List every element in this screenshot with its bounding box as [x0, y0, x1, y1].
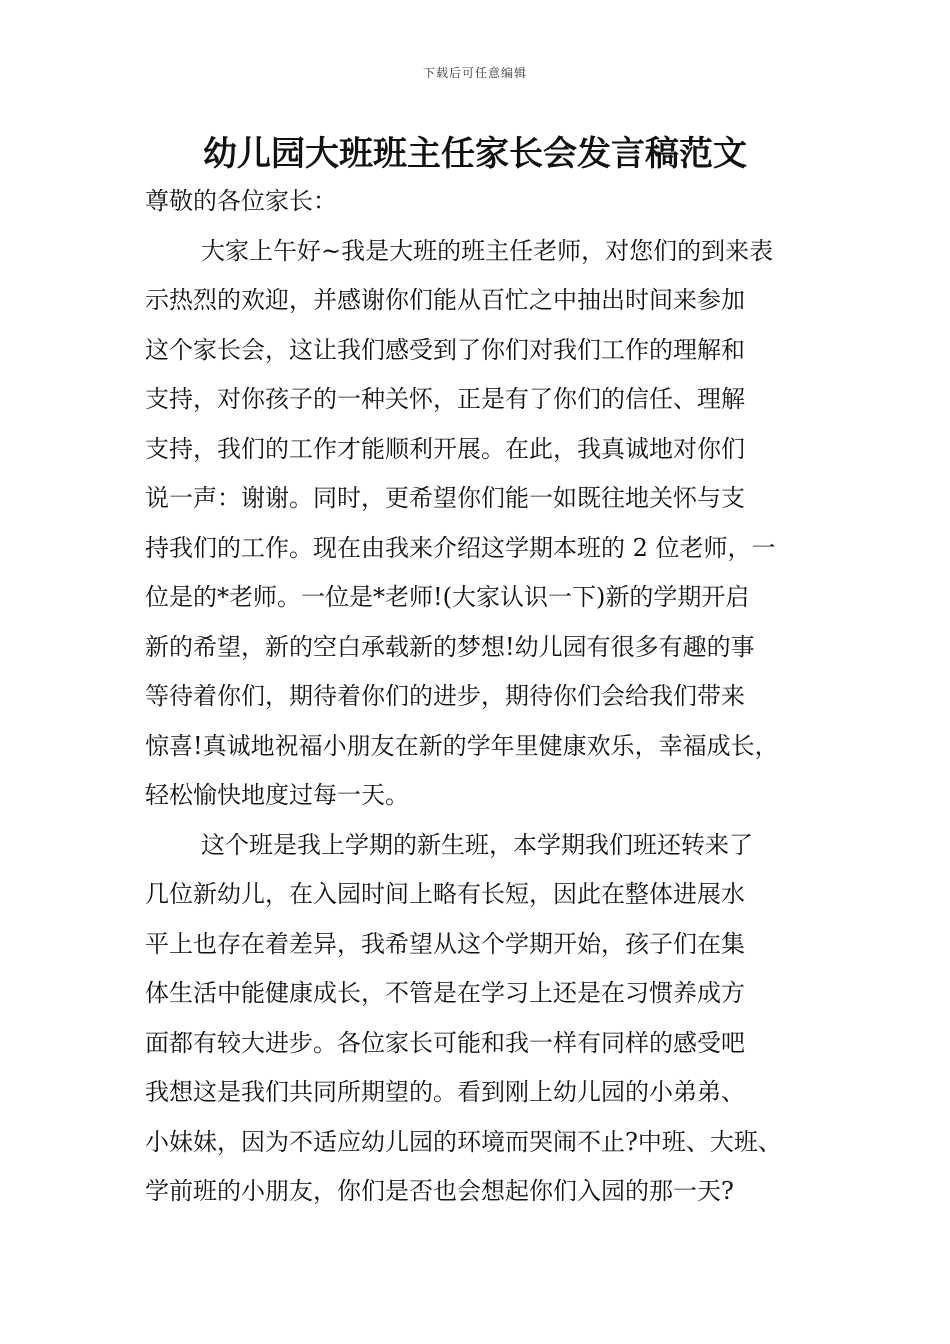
paragraph-line: 轻松愉快地度过每一天。 [145, 781, 409, 809]
paragraph-line: 小妹妹，因为不适应幼儿园的环境而哭闹不止?中班、大班、 [145, 1127, 782, 1156]
paragraph-line: 这个家长会，这让我们感受到了你们对我们工作的理解和 [145, 335, 745, 364]
paragraph-line: 说一声：谢谢。同时，更希望你们能一如既往地关怀与支 [145, 484, 745, 512]
paragraph-line: 新的希望，新的空白承载新的梦想!幼儿园有很多有趣的事 [145, 632, 755, 661]
paragraph-line: 持我们的工作。现在由我来介绍这学期本班的 2 位老师，一 [145, 533, 776, 562]
greeting: 尊敬的各位家长： [145, 187, 337, 215]
paragraph-line: 几位新幼儿，在入园时间上略有长短，因此在整体进展水 [145, 880, 745, 908]
paragraph-line: 体生活中能健康成长，不管是在学习上还是在习惯养成方 [145, 979, 745, 1007]
paragraph-line: 示热烈的欢迎，并感谢你们能从百忙之中抽出时间来参加 [145, 286, 745, 314]
paragraph-line: 面都有较大进步。各位家长可能和我一样有同样的感受吧 [145, 1028, 745, 1057]
header-note: 下载后可任意编辑 [422, 66, 527, 80]
paragraph-line: 等待着你们，期待着你们的进步，期待你们会给我们带来 [145, 682, 745, 710]
paragraph-line: 这个班是我上学期的新生班，本学期我们班还转来了 [201, 830, 753, 859]
document-title: 幼儿园大班班主任家长会发言稿范文 [203, 134, 747, 174]
document-body [145, 177, 835, 1217]
paragraph-line: 我想这是我们共同所期望的。看到刚上幼儿园的小弟弟、 [145, 1078, 745, 1106]
paragraph-line: 惊喜!真诚地祝福小朋友在新的学年里健康欢乐，幸福成长， [145, 731, 779, 760]
paragraph-line: 位是的*老师。一位是*老师!(大家认识一下)新的学期开启 [145, 583, 750, 611]
paragraph-1 [145, 227, 835, 821]
paragraph-line: 学前班的小朋友，你们是否也会想起你们入园的那一天? [145, 1177, 734, 1205]
paragraph-line: 支持，我们的工作才能顺利开展。在此，我真诚地对你们 [145, 434, 745, 463]
paragraph-2 [145, 821, 835, 1217]
paragraph-line: 支持，对你孩子的一种关怀，正是有了你们的信任、理解 [145, 385, 745, 413]
paragraph-line: 平上也存在着差异，我希望从这个学期开始，孩子们在集 [145, 929, 745, 958]
paragraph-line: 大家上午好~我是大班的班主任老师，对您们的到来表 [201, 236, 774, 265]
